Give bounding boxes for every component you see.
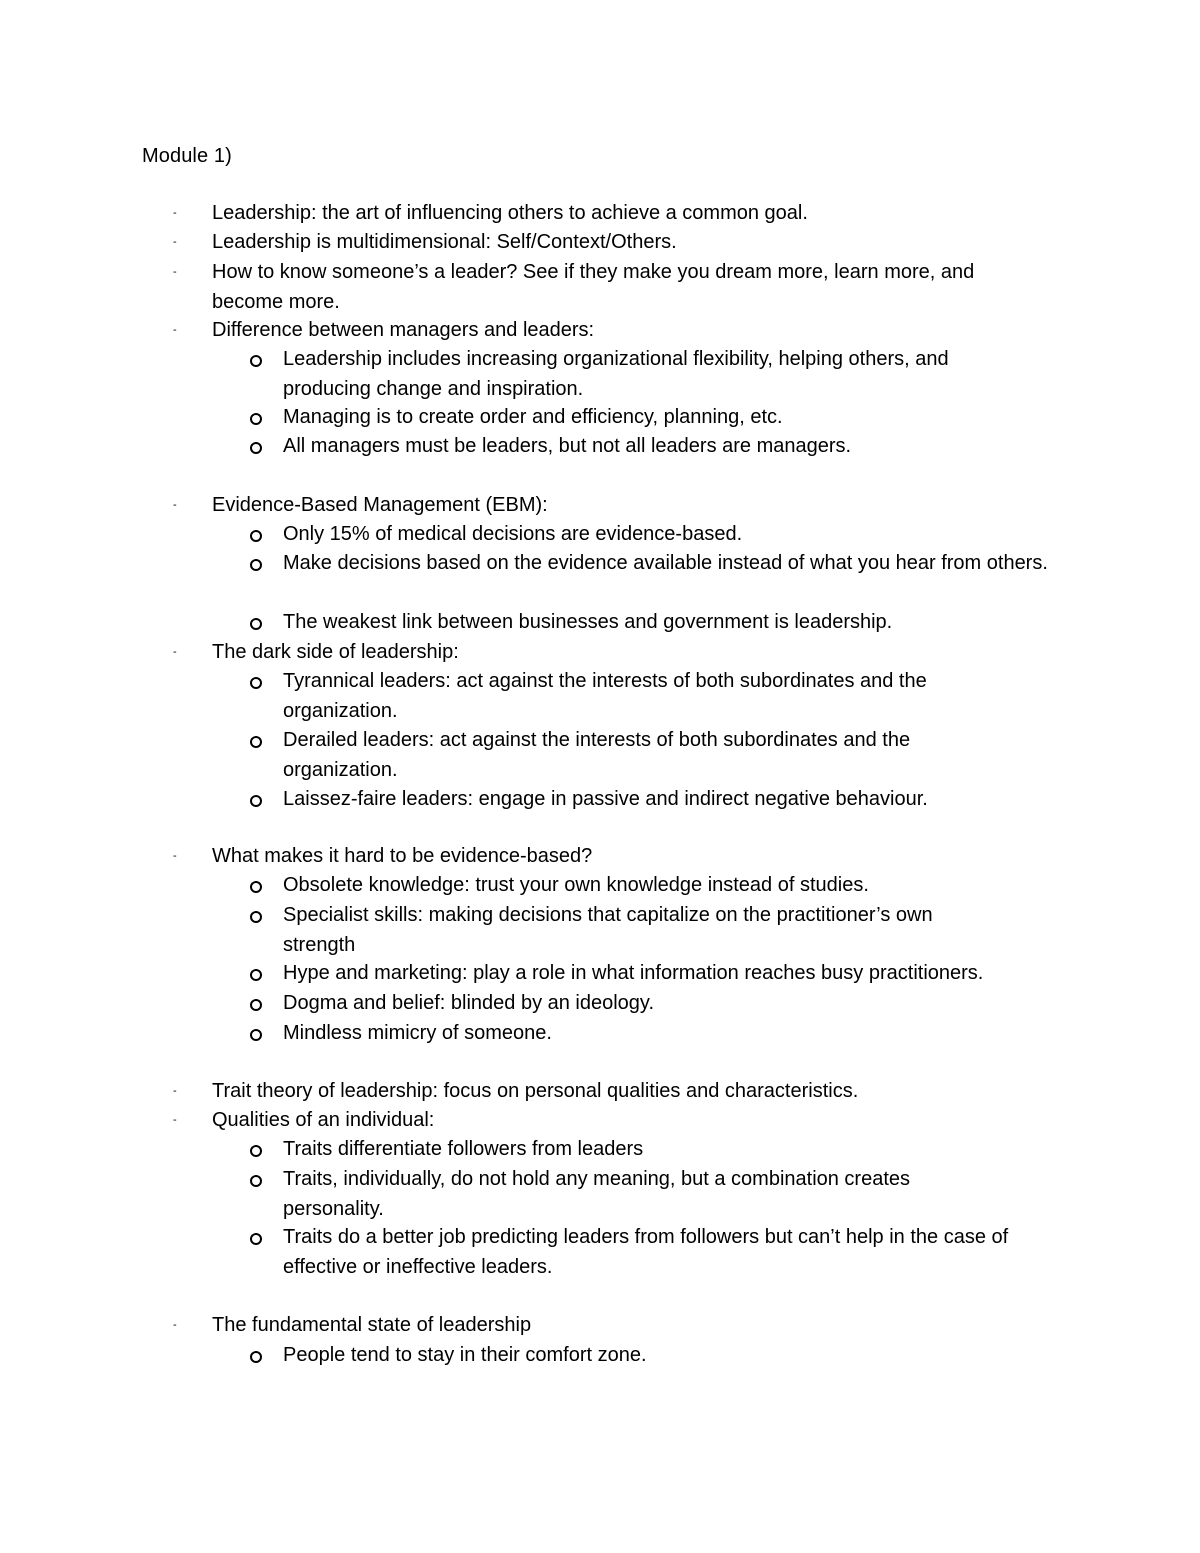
list-item — [173, 842, 1062, 872]
sub-list-item-text: Traits do a better job predicting leaders from followers but can’t help in the case of effective or ineffective leaders. — [283, 1226, 1009, 1278]
list-item-text: The fundamental state of leadership — [212, 1314, 532, 1336]
sub-list-item — [283, 403, 1073, 433]
circle-bullet-icon — [250, 442, 262, 454]
list-item — [173, 491, 1062, 521]
circle-bullet-icon — [250, 736, 262, 748]
list-item-text: Trait theory of leadership: focus on personal qualities and characteristics. — [212, 1080, 859, 1102]
sub-list-item — [283, 1165, 983, 1224]
sub-list-item — [283, 726, 973, 785]
list-item — [173, 199, 1062, 229]
sub-list-item-text: Mindless mimicry of someone. — [283, 1022, 552, 1044]
sub-list-item-text: Make decisions based on the evidence available instead of what you hear from others. — [283, 552, 1048, 574]
sub-list-item — [283, 901, 993, 960]
list-item — [173, 1106, 1062, 1136]
list-item-text: Evidence-Based Management (EBM): — [212, 494, 548, 516]
circle-bullet-icon — [250, 413, 262, 425]
sub-list-item — [283, 989, 1073, 1019]
sub-list-item-text: People tend to stay in their comfort zone. — [283, 1344, 647, 1366]
list-item-text: Leadership: the art of influencing others to achieve a common goal. — [212, 202, 808, 224]
sub-list-item — [283, 959, 1073, 989]
dash-bullet-icon: - — [173, 1319, 177, 1331]
sub-list-item — [283, 549, 1053, 579]
list-item-text: Leadership is multidimensional: Self/Context/Others. — [212, 231, 677, 253]
sub-list-item — [283, 608, 1073, 638]
circle-bullet-icon — [250, 530, 262, 542]
sub-list-item-text: Only 15% of medical decisions are evidence-based. — [283, 523, 743, 545]
circle-bullet-icon — [250, 355, 262, 367]
circle-bullet-icon — [250, 969, 262, 981]
circle-bullet-icon — [250, 1145, 262, 1157]
list-item-text: How to know someone’s a leader? See if they make you dream more, learn more, and become more. — [212, 261, 975, 313]
circle-bullet-icon — [250, 795, 262, 807]
dash-bullet-icon: - — [173, 850, 177, 862]
list-item — [173, 258, 1042, 317]
list-item-text: Difference between managers and leaders: — [212, 319, 595, 341]
sub-list-item-text: Laissez-faire leaders: engage in passive and indirect negative behaviour. — [283, 788, 928, 810]
circle-bullet-icon — [250, 1351, 262, 1363]
dash-bullet-icon: - — [173, 1085, 177, 1097]
sub-list-item-text: Traits differentiate followers from leaders — [283, 1138, 644, 1160]
circle-bullet-icon — [250, 999, 262, 1011]
circle-bullet-icon — [250, 559, 262, 571]
sub-list-item-text: The weakest link between businesses and government is leadership. — [283, 611, 893, 633]
sub-list-item — [283, 667, 993, 726]
list-item-text: The dark side of leadership: — [212, 641, 459, 663]
sub-list-item — [283, 871, 1073, 901]
sub-list-item-text: Obsolete knowledge: trust your own knowledge instead of studies. — [283, 874, 869, 896]
sub-list-item — [283, 345, 1013, 404]
sub-list-item-text: Leadership includes increasing organizational flexibility, helping others, and producing change and inspiration. — [283, 348, 949, 400]
sub-list-item — [283, 785, 1073, 815]
dash-bullet-icon: - — [173, 646, 177, 658]
sub-list-item-text: Tyrannical leaders: act against the interests of both subordinates and the organization. — [283, 670, 927, 722]
sub-list-item-text: All managers must be leaders, but not all leaders are managers. — [283, 435, 852, 457]
list-item — [173, 638, 1062, 668]
sub-list-item-text: Managing is to create order and efficiency, planning, etc. — [283, 406, 783, 428]
sub-list-item-text: Traits, individually, do not hold any meaning, but a combination creates personality. — [283, 1168, 911, 1220]
sub-list-item — [283, 520, 1073, 550]
list-item-text: Qualities of an individual: — [212, 1109, 435, 1131]
dash-bullet-icon: - — [173, 324, 177, 336]
circle-bullet-icon — [250, 911, 262, 923]
dash-bullet-icon: - — [173, 266, 177, 278]
list-item — [173, 228, 1062, 258]
page-title: Module 1) — [142, 145, 232, 167]
dash-bullet-icon: - — [173, 1114, 177, 1126]
sub-list-item — [283, 432, 1073, 462]
sub-list-item-text: Specialist skills: making decisions that capitalize on the practitioner’s own strength — [283, 904, 933, 956]
dash-bullet-icon: - — [173, 236, 177, 248]
sub-list-item-text: Hype and marketing: play a role in what information reaches busy practitioners. — [283, 962, 984, 984]
circle-bullet-icon — [250, 1233, 262, 1245]
list-item — [173, 1077, 1062, 1107]
circle-bullet-icon — [250, 618, 262, 630]
dash-bullet-icon: - — [173, 207, 177, 219]
circle-bullet-icon — [250, 881, 262, 893]
sub-list-item — [283, 1135, 1073, 1165]
sub-list-item — [283, 1019, 1073, 1049]
circle-bullet-icon — [250, 1175, 262, 1187]
list-item — [173, 316, 1062, 346]
sub-list-item-text: Derailed leaders: act against the interests of both subordinates and the organization. — [283, 729, 911, 781]
list-item-text: What makes it hard to be evidence-based? — [212, 845, 593, 867]
sub-list-item — [283, 1341, 1073, 1371]
sub-list-item-text: Dogma and belief: blinded by an ideology. — [283, 992, 654, 1014]
list-item — [173, 1311, 1062, 1341]
sub-list-item — [283, 1223, 1063, 1282]
circle-bullet-icon — [250, 1029, 262, 1041]
dash-bullet-icon: - — [173, 499, 177, 511]
circle-bullet-icon — [250, 677, 262, 689]
